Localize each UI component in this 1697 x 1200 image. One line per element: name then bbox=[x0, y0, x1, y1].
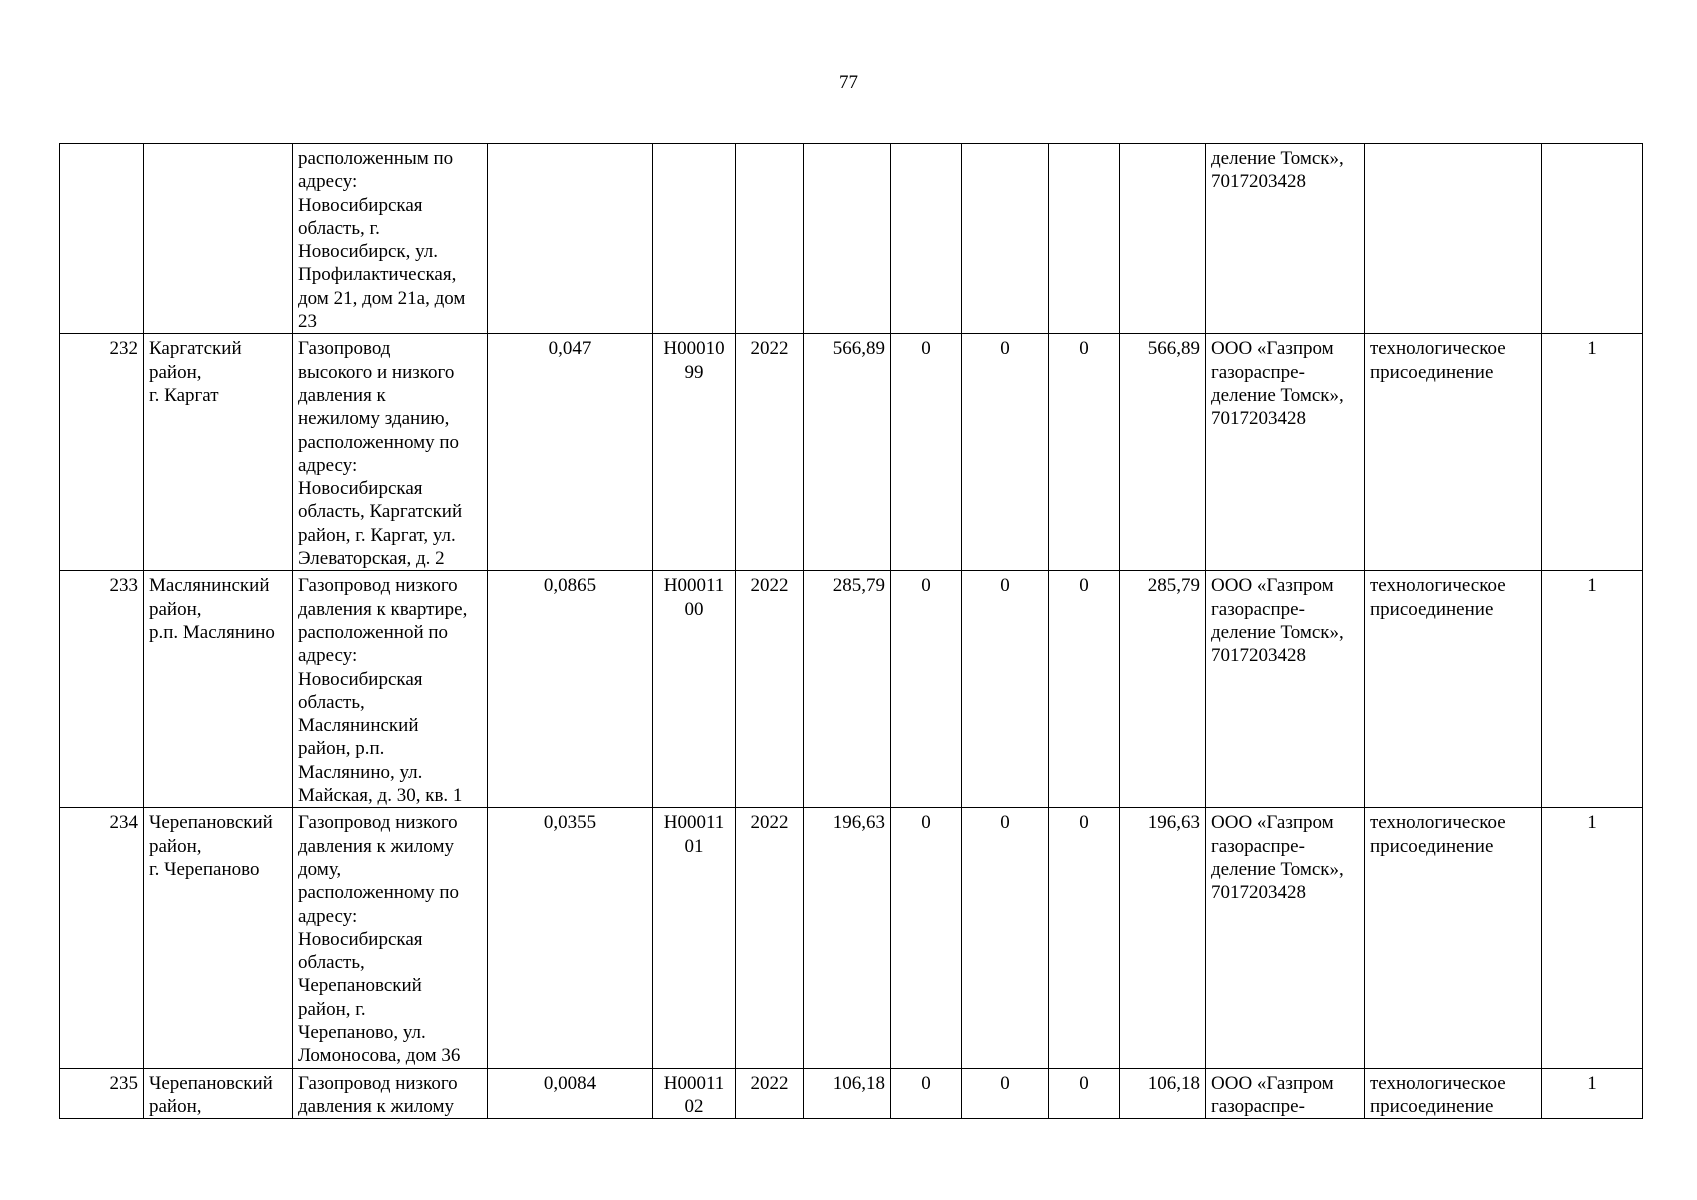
total-cost-cell bbox=[1120, 144, 1206, 334]
purpose-cell bbox=[1365, 144, 1542, 334]
count-cell: 1 bbox=[1542, 334, 1643, 571]
row-number: 232 bbox=[60, 334, 144, 571]
table-row bbox=[60, 571, 1643, 808]
organization-cell: ООО «Газпром газораспре- bbox=[1206, 1068, 1365, 1119]
object-description-cell: расположенным по адресу: Новосибирская область, г. Новосибирск, ул. Профилактическая, дом 21, дом 21а, дом 23 bbox=[293, 144, 488, 334]
length-cell: 0,0355 bbox=[488, 808, 653, 1068]
inventory-code-cell: Н00011 02 bbox=[653, 1068, 736, 1119]
cost-cell: 106,18 bbox=[804, 1068, 891, 1119]
organization-cell: ООО «Газпром газораспре- деление Томск», 7017203428 bbox=[1206, 334, 1365, 571]
organization-cell: ООО «Газпром газораспре- деление Томск», 7017203428 bbox=[1206, 808, 1365, 1068]
total-cost-cell: 285,79 bbox=[1120, 571, 1206, 808]
year-cell: 2022 bbox=[736, 808, 804, 1068]
cost-cell: 566,89 bbox=[804, 334, 891, 571]
district-cell: Черепановский район, bbox=[144, 1068, 293, 1119]
table-row bbox=[60, 144, 1643, 334]
inventory-code-cell bbox=[653, 144, 736, 334]
zero-value-cell: 0 bbox=[962, 1068, 1049, 1119]
year-cell: 2022 bbox=[736, 1068, 804, 1119]
inventory-code-cell: Н00010 99 bbox=[653, 334, 736, 571]
cost-cell bbox=[804, 144, 891, 334]
length-cell: 0,0865 bbox=[488, 571, 653, 808]
zero-value-cell bbox=[1049, 144, 1120, 334]
page-number: 77 bbox=[839, 72, 858, 93]
inventory-code-cell: Н00011 01 bbox=[653, 808, 736, 1068]
district-cell: Черепановский район, г. Черепаново bbox=[144, 808, 293, 1068]
total-cost-cell: 196,63 bbox=[1120, 808, 1206, 1068]
zero-value-cell: 0 bbox=[891, 1068, 962, 1119]
district-cell bbox=[144, 144, 293, 334]
zero-value-cell: 0 bbox=[891, 334, 962, 571]
table-row bbox=[60, 808, 1643, 1068]
count-cell bbox=[1542, 144, 1643, 334]
object-description-cell: Газопровод высокого и низкого давления к нежилому зданию, расположенному по адресу: Новосибирская область, Каргатский район, г. Каргат, ул. Элеваторская, д. 2 bbox=[293, 334, 488, 571]
organization-cell: ООО «Газпром газораспре- деление Томск», 7017203428 bbox=[1206, 571, 1365, 808]
purpose-cell: технологическое присоединение bbox=[1365, 1068, 1542, 1119]
zero-value-cell: 0 bbox=[962, 808, 1049, 1068]
row-number bbox=[60, 144, 144, 334]
zero-value-cell bbox=[891, 144, 962, 334]
row-number: 233 bbox=[60, 571, 144, 808]
length-cell: 0,047 bbox=[488, 334, 653, 571]
zero-value-cell bbox=[962, 144, 1049, 334]
row-number: 234 bbox=[60, 808, 144, 1068]
count-cell: 1 bbox=[1542, 571, 1643, 808]
length-cell: 0,0084 bbox=[488, 1068, 653, 1119]
zero-value-cell: 0 bbox=[1049, 334, 1120, 571]
year-cell: 2022 bbox=[736, 334, 804, 571]
district-cell: Маслянинский район, р.п. Маслянино bbox=[144, 571, 293, 808]
length-cell bbox=[488, 144, 653, 334]
table-row bbox=[60, 334, 1643, 571]
zero-value-cell: 0 bbox=[1049, 571, 1120, 808]
table-row bbox=[60, 1068, 1643, 1119]
year-cell bbox=[736, 144, 804, 334]
count-cell: 1 bbox=[1542, 808, 1643, 1068]
object-description-cell: Газопровод низкого давления к квартире, расположенной по адресу: Новосибирская область, Маслянинский район, р.п. Маслянино, ул. Майская, д. 30, кв. 1 bbox=[293, 571, 488, 808]
total-cost-cell: 566,89 bbox=[1120, 334, 1206, 571]
total-cost-cell: 106,18 bbox=[1120, 1068, 1206, 1119]
purpose-cell: технологическое присоединение bbox=[1365, 571, 1542, 808]
zero-value-cell: 0 bbox=[891, 808, 962, 1068]
organization-cell: деление Томск», 7017203428 bbox=[1206, 144, 1365, 334]
zero-value-cell: 0 bbox=[962, 334, 1049, 571]
district-cell: Каргатский район, г. Каргат bbox=[144, 334, 293, 571]
cost-cell: 196,63 bbox=[804, 808, 891, 1068]
year-cell: 2022 bbox=[736, 571, 804, 808]
zero-value-cell: 0 bbox=[1049, 808, 1120, 1068]
object-description-cell: Газопровод низкого давления к жилому дому, расположенному по адресу: Новосибирская область, Черепановский район, г. Черепаново, ул. Ломоносова, дом 36 bbox=[293, 808, 488, 1068]
cost-cell: 285,79 bbox=[804, 571, 891, 808]
purpose-cell: технологическое присоединение bbox=[1365, 808, 1542, 1068]
zero-value-cell: 0 bbox=[1049, 1068, 1120, 1119]
object-description-cell: Газопровод низкого давления к жилому bbox=[293, 1068, 488, 1119]
purpose-cell: технологическое присоединение bbox=[1365, 334, 1542, 571]
count-cell: 1 bbox=[1542, 1068, 1643, 1119]
inventory-code-cell: Н00011 00 bbox=[653, 571, 736, 808]
zero-value-cell: 0 bbox=[891, 571, 962, 808]
row-number: 235 bbox=[60, 1068, 144, 1119]
registry-table bbox=[59, 143, 1643, 1119]
zero-value-cell: 0 bbox=[962, 571, 1049, 808]
